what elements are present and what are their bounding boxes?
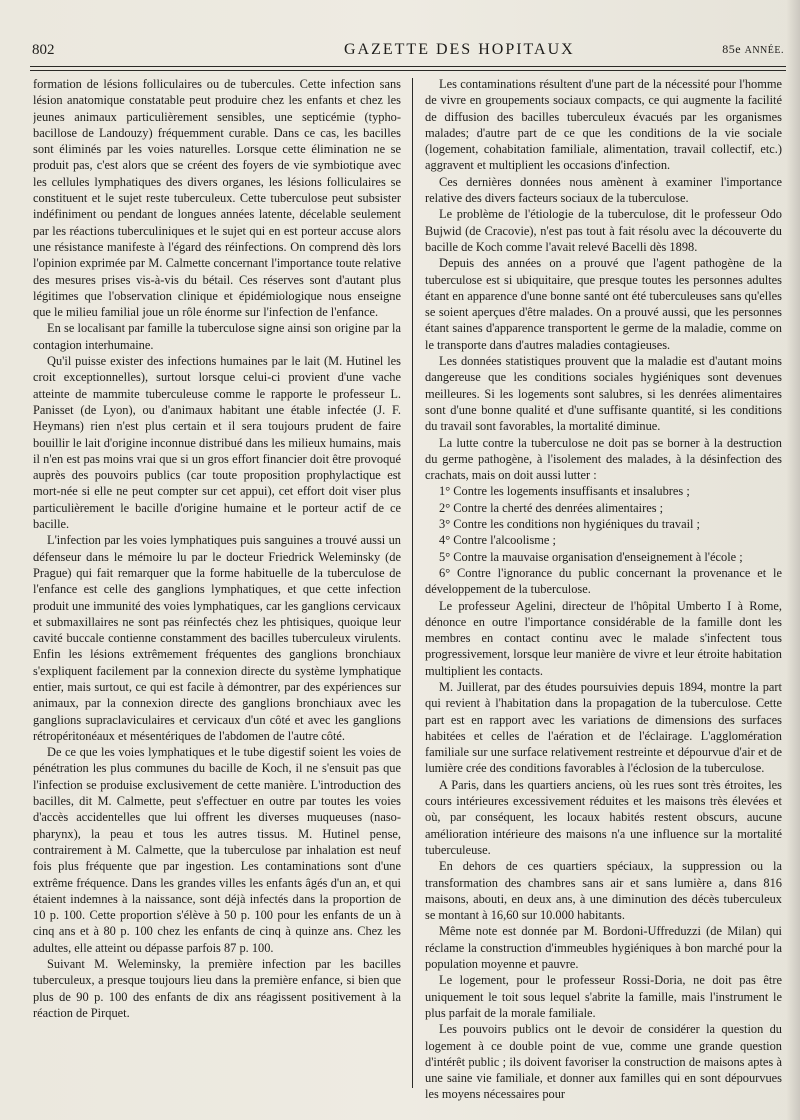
list-item: 1° Contre les logements insuffisants et insalubres ; <box>439 484 690 499</box>
paragraph: En se localisant par famille la tuberculose signe ainsi son origine par la contagion interhumaine. <box>33 321 401 352</box>
left-column <box>33 76 401 1116</box>
paragraph: Depuis des années on a prouvé que l'agent pathogène de la tuberculose est si ubiquitaire, que presque toutes les personnes adultes étant en apparence d'une bonne santé ont été tuberculeuses sans qu'elles se soient aperçues d'être malades. On a prouvé aussi, que les personnes étant saines d'apparence transportent le germe de la maladie, comme on le transporte dans d'autres maladies contagieuses. <box>425 256 782 352</box>
running-title: GAZETTE DES HOPITAUX <box>344 41 575 58</box>
list-item: 3° Contre les conditions non hygiéniques du travail ; <box>439 517 700 532</box>
paragraph: De ce que les voies lymphatiques et le tube digestif soient les voies de pénétration les plus communes du bacille de Koch, il ne s'ensuit pas que l'infection se produise exclusivement de cette manière. L'introduction des bacilles, dit M. Calmette, peut s'effectuer en outre par toutes les voies d'accès accidentelles que lui offrent les diverses muqueuses (naso-pharynx), la peau et tous les autres tissus. M. Hutinel pense, contrairement à M. Calmette, que la tuberculose par inhalation est neuf fois plus fréquente que par ingestion. Les contaminations sont d'une extrême fréquence. Dans les grandes villes les enfants âgés d'un an, et qui étaient indemnes à la naissance, sont déjà infectés dans la proportion de 10 p. 100. Cette proportion s'élève à 50 p. 100 pour les enfants de un à cinq ans et à 80 p. 100 chez les enfants de cinq à quinze ans. Chez les adultes, elle atteint ou dépasse parfois 87 p. 100. <box>33 745 401 955</box>
paragraph: Qu'il puisse exister des infections humaines par le lait (M. Hutinel les croit exceptionnelles), surtout lorsque celui-ci provient d'une vache atteinte de mammite tuberculeuse comme le rapporte le professeur L. Panisset (de Lyon), ou d'animaux habitant une étable infectée (J. F. Heymans) rien n'est plus certain et il sera toujours prudent de faire bouillir le lait d'origine inconnue distribué dans les milieux humains, mais il n'en est pas moins vrai que si un gros effort financier doit être provoqué auprès des pouvoirs publics (car toute proposition prophylactique est mort-née si elle ne peut compter sur cet appui), cet effort doit viser plus particulièrement le bacille d'origine humaine et le porteur actif de ce bacille. <box>33 354 401 532</box>
page-header <box>32 40 784 64</box>
volume-number: 85e <box>722 42 742 56</box>
paragraph: Même note est donnée par M. Bordoni-Uffreduzzi (de Milan) qui réclame la construction d'immeubles hygiéniques à bon marché pour la population moyenne et pauvre. <box>425 924 782 972</box>
volume-suffix: ANNÉE. <box>744 45 784 56</box>
header-rule-thin <box>30 70 786 71</box>
list-item: 5° Contre la mauvaise organisation d'enseignement à l'école ; <box>439 549 743 564</box>
header-rule <box>30 66 786 67</box>
column-divider <box>412 78 413 1088</box>
right-column <box>425 76 782 1116</box>
volume-label <box>722 42 784 57</box>
paragraph: La lutte contre la tuberculose ne doit pas se borner à la destruction du germe pathogène, à l'isolement des malades, à la désinfection des crachats, mais on doit aussi lutter : <box>425 435 782 483</box>
paragraph: Les contaminations résultent d'une part de la nécessité pour l'homme de vivre en groupements sociaux compacts, ce qui augmente la facilité de diffusion des bacilles tuberculeux évacués par les organismes malades; d'autre part de ce que les conditions de la vie sociale (logement, cohabitation familiale, alimentation, travail collectif, etc.) aggravent et multiplient les occasions d'infection. <box>425 77 782 173</box>
list-item: 6° Contre l'ignorance du public concernant la provenance et le développement de la tuberculose. <box>425 565 782 597</box>
paragraph: En dehors de ces quartiers spéciaux, la suppression ou la transformation des chambres sans air et sans lumière a, dans 816 maisons, abouti, en deux ans, à une diminution des décès tuberculeux se montant à 16,60 sur 10.000 habitants. <box>425 859 782 923</box>
paragraph: Les données statistiques prouvent que la maladie est d'autant moins dangereuse que les conditions sociales hygiéniques sont devenues meilleures. Si les logements sont salubres, si les denrées alimentaires sont d'une bonne qualité et d'une suffisante quantité, si les conditions du travail sont favorables, la mortalité diminue. <box>425 354 782 434</box>
paragraph: L'infection par les voies lymphatiques puis sanguines a trouvé aussi un défenseur dans le mémoire lu par le docteur Friedrick Weleminsky (de Prague) qui fait remarquer que la forme habituelle de la tuberculose de l'enfance est celle des ganglions lymphatiques, et que cette infection produit une immunité des voies lymphatiques, car les ganglions cervicaux et submaxillaires ne sont pas réinfectés chez les phtisiques, quoique leur cavité buccale contienne constamment des bacilles tuberculeux virulents. Enfin les lésions extrêmement fréquentes des ganglions bronchiaux s'expliquent facilement par la connexion directe du système lymphatique entier, mais surtout, ce qui est facile à démontrer, par des expériences sur animaux, par la connexion directe des ganglions bronchiaux avec les ganglions supraclaviculaires et cervicaux d'un côté et avec les ganglions rétropéritonéaux et mésentériques de l'abdomen de l'autre côté. <box>33 533 401 743</box>
paragraph: Ces dernières données nous amènent à examiner l'importance relative des divers facteurs sociaux de la tuberculose. <box>425 174 782 206</box>
paragraph: M. Juillerat, par des études poursuivies depuis 1894, montre la part qui revient à l'habitation dans la propagation de la tuberculose. Cette part est en rapport avec les variations de dimensions des surfaces habitées et celles de l'aération et de l'éclairage. L'agglomération familiale sur une surface relativement restreinte et dépourvue d'air et de lumière crée des conditions favorables à l'éclosion de la tuberculose. <box>425 679 782 776</box>
page-number: 802 <box>32 42 55 58</box>
paragraph: Le logement, pour le professeur Rossi-Doria, ne doit pas être uniquement le toit sous lequel s'abrite la famille, mais l'instrument le plus parfait de la morale familiale. <box>425 973 782 1020</box>
paragraph: Le problème de l'étiologie de la tuberculose, dit le professeur Odo Bujwid (de Cracovie), n'est pas tout à fait résolu avec la découverte du bacille de Koch comme l'avait relevé Bacelli dès 1898. <box>425 207 782 254</box>
list-item: 2° Contre la cherté des denrées alimentaires ; <box>439 500 664 515</box>
page-edge-shadow <box>786 0 800 1120</box>
paragraph: Suivant M. Weleminsky, la première infection par les bacilles tuberculeux, a presque toujours lieu dans la première enfance, si bien que plus de 90 p. 100 des enfants de dix ans réagissent positivement à la réaction de Pirquet. <box>33 957 401 1020</box>
paragraph: Les pouvoirs publics ont le devoir de considérer la question du logement à ce double point de vue, comme une grande question d'intérêt public ; ils doivent favoriser la construction de maisons aptes à une saine vie familiale, et donner aux familles qui en sont dépourvues les moyens nécessaires pour <box>425 1022 782 1102</box>
paragraph: formation de lésions folliculaires ou de tubercules. Cette infection sans lésion anatomique constatable peut produire chez les enfants et chez les jeunes animaux particulièrement sensibles, une septicémie (typho-bacillose de Landouzy) fréquemment curable. Dans ce cas, les bacilles sont éliminés par les voies naturelles. Lorsque cette élimination ne se produit pas, c'est alors que se créent des foyers de vie symbiotique avec les cellules lymphatiques des divers organes, les lésions folliculaires se constituent et le sujet reste tuberculeux. Cette tuberculose peut subsister indéfiniment ou pendant de longues années latente, décelable seulement par les réactions tuberculiniques et le sujet qui en est porteur accuse alors une résistance manifeste à l'égard des réinfections. On comprend dès lors l'opinion exprimée par M. Calmette concernant l'importance toute relative des mesures prises vis-à-vis du bétail. Ces réserves sont d'autant plus légitimes que l'observation clinique et épidémiologique nous enseigne que le milieu familial joue un rôle énorme sur l'infection de l'enfance. <box>33 77 401 320</box>
paragraph: Le professeur Agelini, directeur de l'hôpital Umberto I à Rome, dénonce en outre l'importance considérable de la famille dont les membres en contact continu avec le malade s'infectent tous progressivement, lorsque leur manière de vivre et leur étroite habitation multiplient les contacts. <box>425 598 782 678</box>
paragraph: A Paris, dans les quartiers anciens, où les rues sont très étroites, les cours intérieures excessivement réduites et les maisons très élevées et où, par conséquent, les locaux habités restent obscurs, aucune amélioration intérieure des maisons n'a une influence sur la mortalité tuberculeuse. <box>425 777 782 857</box>
list-item: 4° Contre l'alcoolisme ; <box>439 533 556 548</box>
